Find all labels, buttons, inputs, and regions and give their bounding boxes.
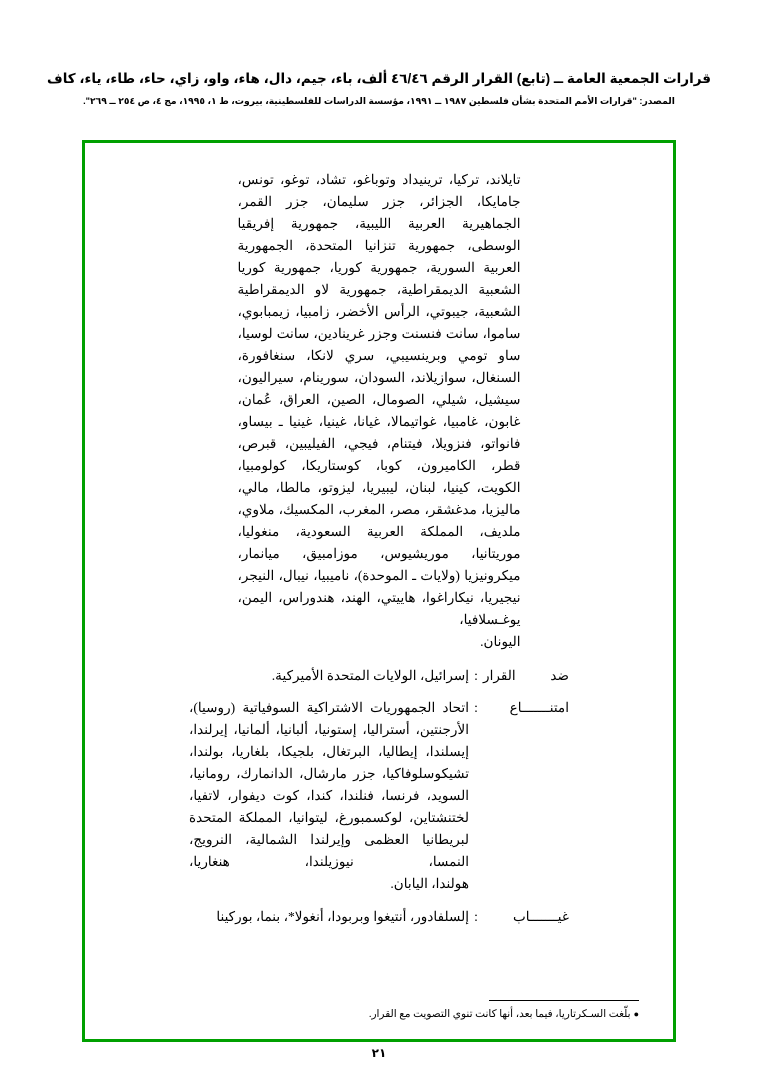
vote-label-abstain: امتنـــــــاع	[509, 700, 569, 716]
vote-value-absent: إلسلفادور، أنتيغوا وبربودا، أنغولا*، بنما، بوركينا	[216, 908, 469, 924]
content-frame-inner	[85, 143, 673, 1039]
vote-value-abstain	[189, 697, 469, 895]
vote-value-against: إسرائيل، الولايات المتحدة الأميركية.	[271, 668, 469, 684]
countries-last-line: اليونان.	[480, 634, 521, 650]
vote-row-against	[189, 665, 569, 687]
countries-paragraph	[238, 169, 521, 653]
vote-results	[189, 665, 569, 927]
footnote-text: بلّغت السـكرتاريا، فيما بعد، أنها كانت تنوي التصويت مع القرار.	[368, 1009, 631, 1021]
header-title: قرارات الجمعية العامة ــ (تابع) القرار الرقم ٤٦/٤٦ ألف، باء، جيم، دال، هاء، واو، زاي، حاء، طاء، ياء، كاف	[47, 71, 711, 86]
vote-label-against: ضد القرار	[483, 668, 569, 684]
header-source: المصدر: "قرارات الأمم المتحدة بشأن فلسطين ١٩٨٧ ــ ١٩٩١، مؤسسة الدراسات للفلسطينية، بيروت، ط ١، ١٩٩٥، مج ٤، ص ٢٥٤ ــ ٢٦٩".	[83, 95, 675, 106]
countries-text: تايلاند، تركيا، ترينيداد وتوباغو، تشاد، توغو، تونس، جامايكا، الجزائر، جزر سليمان، جزر القمر، الجماهيرية العربية الليبية، جمهورية إفريقيا الوسطى، جمهورية تنزانيا المتحدة، الجمهورية العربية السورية، جمهورية كوريا، جمهورية كوريا الشعبية الديمقراطية، جمهورية لاو الديمقراطية الشعبية، جيبوتي، الرأس الأخضر، زامبيا، زيمبابوي، ساموا، سانت فنسنت وجزر غرينادين، سانت لوسيا، ساو تومي وبرينسيبي، سري لانكا، سنغافورة، السنغال، سوازيلاند، السودان، سورينام، سيراليون، سيشيل، شيلي، الصومال، الصين، العراق، عُمان، غابون، غامبيا، غواتيمالا، غيانا، غينيا، غينيا ـ بيساو، فانواتو، فنزويلا، فيتنام، فيجي، الفيليبين، قبرص، قطر، الكاميرون، كوبا، كوستاريكا، كولومبيا، الكويت، كينيا، لبنان، ليبيريا، ليزوتو، مالطا، مالي، ماليزيا، مدغشقر، مصر، المغرب، المكسيك، ملاوي، ملديف، المملكة العربية السعودية، منغوليا، موريتانيا، موريشيوس، موزامبيق، ميانمار، ميكرونيزيا (ولايات ـ الموحدة)، ناميبيا، نيبال، النيجر، نيجيريا، نيكاراغوا، هاييتي، الهند، هندوراس، اليمن، يوغـسلافيا،	[237, 172, 521, 628]
footnote-bullet-icon: ●	[633, 1009, 639, 1020]
content-frame	[82, 140, 676, 1042]
vote-colon-against: :	[474, 668, 478, 684]
page-number: ٢١	[371, 1046, 387, 1060]
footnote	[119, 1007, 639, 1023]
vote-colon-absent: :	[474, 908, 478, 924]
page-header	[0, 70, 758, 108]
vote-row-absent	[189, 906, 569, 928]
vote-colon-abstain: :	[474, 700, 478, 716]
vote-value-abstain-last-line: هولندا، اليابان.	[390, 876, 469, 892]
vote-label-absent: غيـــــــاب	[512, 908, 569, 924]
vote-value-abstain-text: اتحاد الجمهوريات الاشتراكية السوفياتية (روسيا)، الأرجنتين، أستراليا، إستونيا، ألبانيا، ألمانيا، إيرلندا، إيسلندا، إيطاليا، البرتغال، بلجيكا، بلغاريا، بولندا، تشيكوسلوفاكيا، جزر مارشال، الدانمارك، رومانيا، السويد، فرنسا، فنلندا، كندا، كوت ديفوار، لاتفيا، لختنشتاين، لوكسمبورغ، ليتوانيا، المملكة المتحدة لبريطانيا العظمى وإيرلندا الشمالية، النرويج، النمسا، نيوزيلندا، هنغاريا،	[189, 700, 469, 870]
footnote-section	[119, 1000, 639, 1023]
vote-row-abstain	[189, 697, 569, 895]
footnote-divider	[489, 1000, 639, 1001]
